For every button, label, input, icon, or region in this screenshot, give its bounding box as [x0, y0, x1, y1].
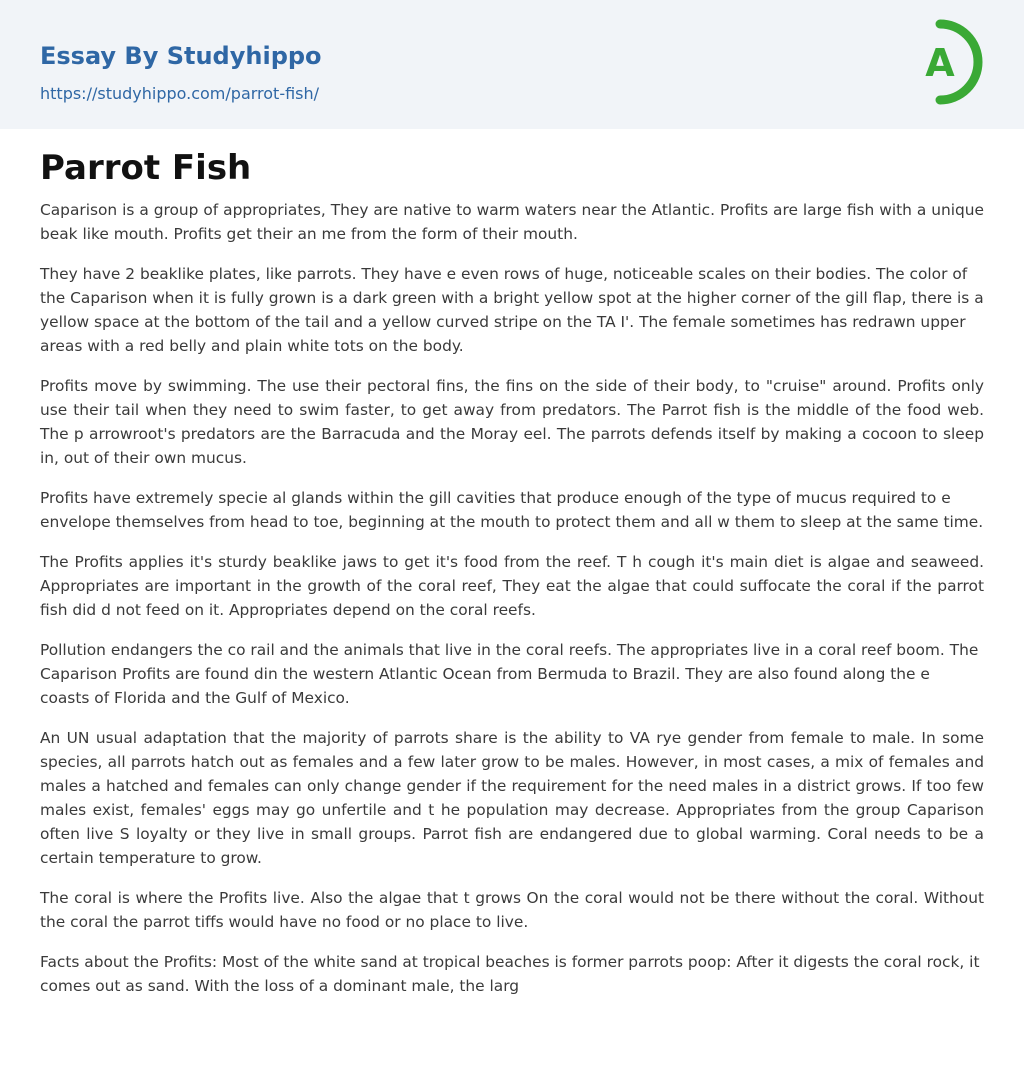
- paragraph-9: Facts about the Profits: Most of the white sand at tropical beaches is former parrots poop: After it digests the coral rock, it comes out as sand. With the loss of a dominant male, the larg: [40, 953, 980, 995]
- paragraph-2: They have 2 beaklike plates, like parrots. They have e even rows of huge, noticeable scales on their bodies. The color of the Caparison when it is fully grown is a dark green with a bright yellow spot at the higher corner of the gill flap, there is a yellow space at the bottom of the tail and a yellow curved stripe on the TA I'. The female sometimes has redrawn upper areas with a red belly and plain white tots on the body.: [40, 265, 984, 355]
- paragraph-7: An UN usual adaptation that the majority of parrots share is the ability to VA rye gender from female to male. In some species, all parrots hatch out as females and a few later grow to be males. However, in most cases, a mix of females and males a hatched and females can only change gender if the requirement for the need males in a district grows. If too few males exist, females' eggs may go unfertile and t he population may decrease. Appropriates from the group Caparison often live S loyalty or they live in small groups. Parrot fish are endangered due to global warming. Coral needs to be a certain temperature to grow.: [40, 729, 984, 867]
- paragraph-5: The Profits applies it's sturdy beaklike jaws to get it's food from the reef. T h cough it's main diet is algae and seaweed. Appropriates are important in the growth of the coral reef, They eat the algae that could suffocate the coral if the parrot fish did d not feed on it. Appropriates depend on the coral reefs.: [40, 553, 984, 619]
- source-url-link[interactable]: https://studyhippo.com/parrot-fish/: [40, 84, 320, 103]
- article: [40, 142, 984, 1014]
- paragraph-6: Pollution endangers the co rail and the animals that live in the coral reefs. The appropriates live in a coral reef boom. The Caparison Profits are found din the western Atlantic Ocean from Bermuda to Brazil. They are also found along the e coasts of Florida and the Gulf of Mexico.: [40, 641, 979, 707]
- paragraph-4: Profits have extremely specie al glands within the gill cavities that produce enough of the type of mucus required to e envelope themselves from head to toe, beginning at the mouth to protect them and all w them to sleep at the same time.: [40, 489, 984, 531]
- site-header: [0, 0, 1024, 129]
- page-title: Parrot Fish: [40, 148, 252, 188]
- site-title[interactable]: Essay By Studyhippo: [40, 42, 322, 70]
- paragraph-3: Profits move by swimming. The use their pectoral fins, the fins on the side of their body, to "cruise" around. Profits only use their tail when they need to swim faster, to get away from predators. The Parrot fish is the middle of the food web. The p arrowroot's predators are the Barracuda and the Moray eel. The parrots defends itself by making a cocoon to sleep in, out of their own mucus.: [40, 377, 984, 467]
- studyhippo-logo-icon[interactable]: [912, 18, 986, 106]
- paragraph-1: Caparison is a group of appropriates, They are native to warm waters near the Atlantic. Profits are large fish with a unique beak like mouth. Profits get their an me from the form of their mouth.: [40, 201, 984, 243]
- logo-letter: A: [925, 41, 955, 85]
- paragraph-8: The coral is where the Profits live. Also the algae that t grows On the coral would not be there without the coral. Without the coral the parrot tiffs would have no food or no place to live.: [40, 889, 984, 931]
